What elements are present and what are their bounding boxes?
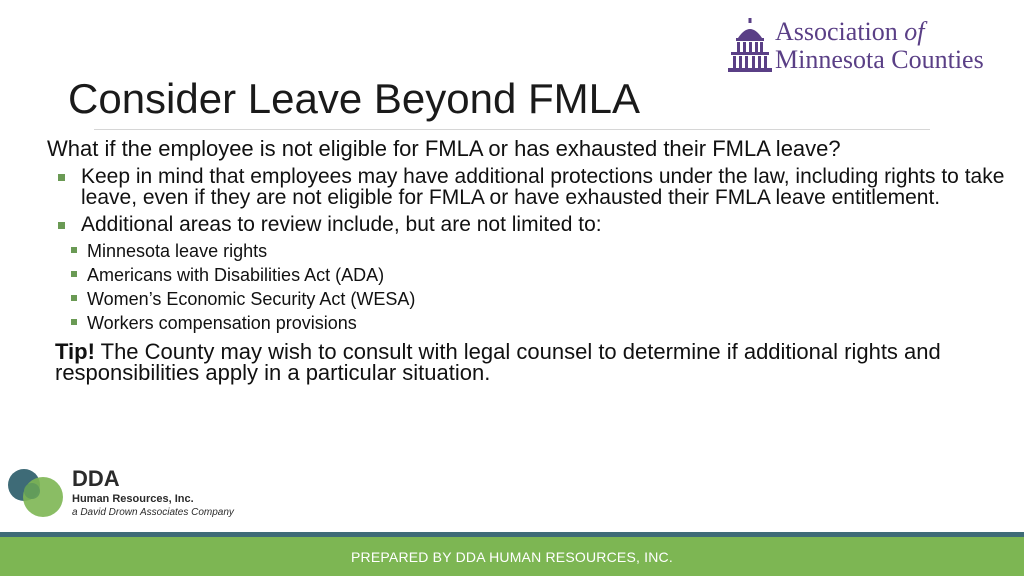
slide-title: Consider Leave Beyond FMLA [68, 75, 640, 122]
bullet-item: Additional areas to review include, but are not limited to: [57, 214, 1007, 235]
square-bullet-icon [58, 174, 65, 181]
footer-band [0, 537, 1024, 576]
capitol-dome-icon [728, 18, 772, 74]
tip-text: The County may wish to consult with legal counsel to determine if additional rights and responsibilities apply in a particular situation. [55, 339, 941, 385]
square-bullet-icon [71, 247, 77, 253]
bullet-item: Keep in mind that employees may have additional protections under the law, including rights to take leave, even if they are not eligible for FMLA or have exhausted their FMLA leave entitlement. [57, 166, 1007, 208]
square-bullet-icon [71, 319, 77, 325]
overlapping-circles-icon [6, 466, 68, 520]
slide-body [47, 138, 1007, 383]
amc-logo [728, 18, 1003, 78]
square-bullet-icon [58, 222, 65, 229]
sub-bullet-item: Workers compensation provisions [71, 313, 1007, 333]
sub-bullet-item: Women’s Economic Security Act (WESA) [71, 289, 1007, 309]
square-bullet-icon [71, 271, 77, 277]
dda-name: DDA [72, 466, 120, 491]
dda-tagline: a David Drown Associates Company [72, 507, 234, 518]
tip-paragraph [55, 341, 1007, 383]
dda-logo [6, 466, 266, 526]
tip-label: Tip! [55, 339, 95, 364]
sub-bullet-item: Americans with Disabilities Act (ADA) [71, 265, 1007, 285]
sub-bullet-item: Minnesota leave rights [71, 241, 1007, 261]
footer-text: PREPARED BY DDA HUMAN RESOURCES, INC. [351, 549, 673, 565]
dda-subtitle: Human Resources, Inc. [72, 493, 194, 505]
title-divider [94, 129, 930, 130]
square-bullet-icon [71, 295, 77, 301]
amc-logo-text: Association of Minnesota Counties [775, 17, 984, 74]
lead-question: What if the employee is not eligible for FMLA or has exhausted their FMLA leave? [47, 136, 841, 161]
